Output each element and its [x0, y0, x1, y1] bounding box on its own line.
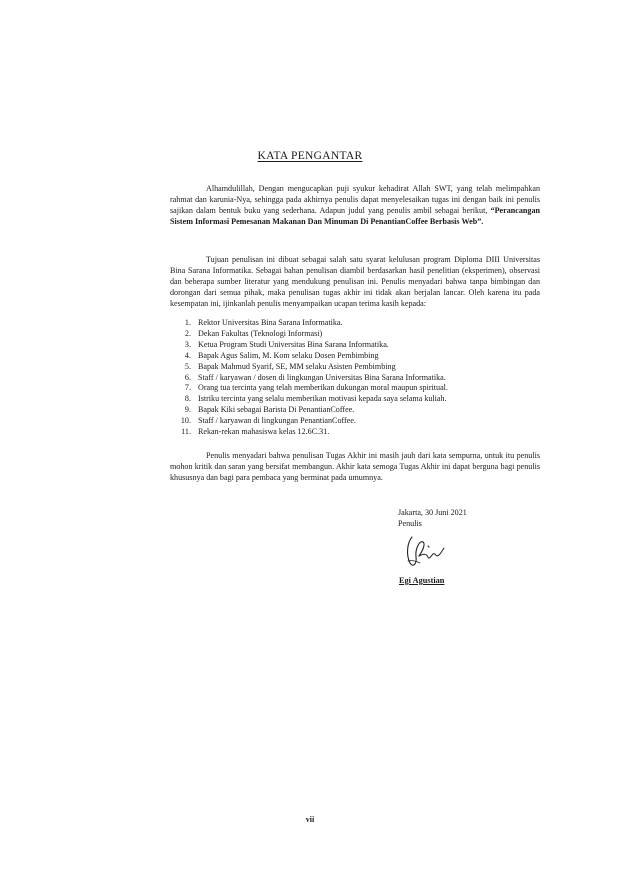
list-item	[170, 318, 540, 329]
list-item-text: Orang tua tercinta yang telah memberikan dukungan moral maupun spiritual.	[198, 383, 448, 393]
closing-paragraph	[170, 451, 540, 484]
list-item	[170, 373, 540, 384]
list-item-number: 1.	[184, 318, 191, 327]
closing-paragraph-text: Penulis menyadari bahwa penulisan Tugas Akhir ini masih jauh dari kata sempurna, untuk itu penulis mohon kritik dan saran yang bersifat membangun. Akhir kata semoga Tugas Akhir ini dapat berguna bagi penulis khususnya dan bagi para pembaca yang berminat pada umumnya.	[170, 451, 540, 482]
list-item-number: 3.	[184, 339, 191, 349]
opening-paragraph-text: Alhamdulillah, Dengan mengucapkan puji syukur kehadirat Allah SWT, yang telah melimpahkan rahmat dan karunia-Nya, sehingga pada akhirnya penulis dapat menyelesaikan tugas ini dengan baik ini penulis sajikan dalam bentuk buku yang sederhana. Adapun judul yang penulis ambil sebagai berikut,	[170, 184, 540, 215]
list-item-text: Bapak Kiki sebagai Barista Di PenantianCoffee.	[198, 405, 355, 415]
list-item-number: 5.	[184, 361, 191, 371]
list-item	[170, 383, 540, 394]
list-item-text: Bapak Agus Salim, M. Kom selaku Dosen Pembimbing	[198, 350, 379, 360]
thesis-title: “Perancangan Sistem Informasi Pemesanan Makanan Dan Minuman Di PenantianCoffee Berbasis Web”.	[170, 205, 540, 226]
list-item	[170, 340, 540, 351]
list-item-number: 4.	[184, 350, 191, 360]
list-item-text: Istriku tercinta yang selalu memberikan motivasi kepada saya selama kuliah.	[198, 394, 447, 404]
list-item	[170, 329, 540, 340]
list-item-number: 9.	[184, 405, 191, 415]
page-number: vii	[305, 815, 315, 824]
list-item-number: 7.	[184, 383, 191, 393]
acknowledgement-list	[170, 318, 540, 438]
signer-name: Egi Agustian	[399, 576, 445, 585]
list-item	[170, 351, 540, 362]
purpose-paragraph	[170, 255, 540, 310]
list-item-text: Staff / karyawan di lingkungan PenantianCoffee.	[198, 416, 356, 426]
list-item-text: Bapak Mahmud Syarif, SE, MM selaku Asisten Pembimbing	[198, 361, 396, 371]
list-item	[170, 416, 540, 427]
page-title: KATA PENGANTAR	[257, 150, 363, 162]
list-item-text: Staff / karyawan / dosen di lingkungan Universitas Bina Sarana Informatika.	[198, 372, 446, 382]
list-item-number: 6.	[184, 372, 191, 382]
list-item	[170, 405, 540, 416]
list-item-number: 10.	[180, 416, 191, 426]
author-role: Penulis	[398, 518, 422, 528]
list-item	[170, 394, 540, 405]
signature-block	[398, 508, 538, 530]
list-item-text: Rekan-rekan mahasiswa kelas 12.6C.31.	[198, 427, 330, 437]
opening-paragraph	[170, 184, 540, 228]
list-item-text: Rektor Universitas Bina Sarana Informatika.	[198, 318, 343, 327]
list-item	[170, 362, 540, 373]
handwritten-signature	[398, 531, 448, 573]
list-item-number: 11.	[181, 427, 191, 437]
list-item	[170, 427, 540, 438]
list-item-text: Ketua Program Studi Universitas Bina Sarana Informatika.	[198, 339, 389, 349]
list-item-number: 2.	[184, 328, 191, 338]
list-item-number: 8.	[184, 394, 191, 404]
list-item-text: Dekan Fakultas (Teknologi Informasi)	[198, 328, 323, 338]
place-date: Jakarta, 30 Juni 2021	[398, 508, 467, 517]
purpose-paragraph-text: Tujuan penulisan ini dibuat sebagai salah satu syarat kelulusan program Diploma DIII Universitas Bina Sarana Informatika. Sebagai bahan penulisan diambil berdasarkan hasil penelitian (eksperimen), observasi dan beberapa sumber literatur yang mendukung penulisan ini. Penulis menyadari bahwa tanpa bimbingan dan dorongan dari semua pihak, maka penulisan tugas akhir ini tidak akan berjalan lancar. Oleh karena itu pada kesempatan ini, ijinkanlah penulis menyampaikan ucapan terima kasih kepada:	[170, 255, 540, 308]
